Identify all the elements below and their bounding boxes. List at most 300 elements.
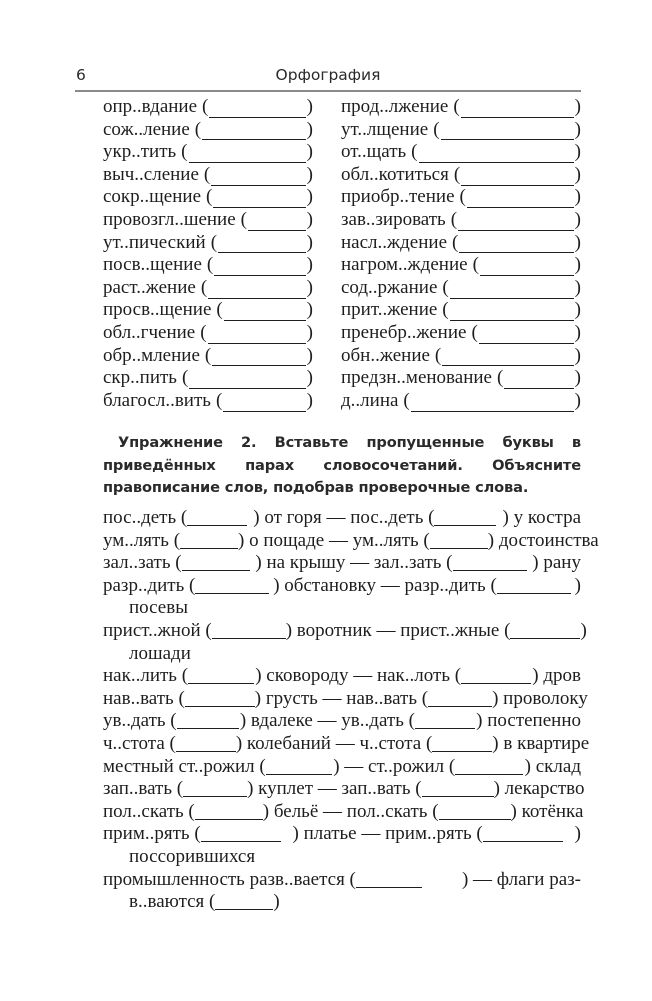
word-text: прод..лжение [341, 96, 449, 117]
pair-content [103, 778, 585, 801]
close-paren: ) [306, 186, 313, 208]
segment-text: ) котёнка [510, 800, 584, 822]
text-segment [236, 733, 492, 756]
segment-text: ) в квартире [492, 732, 590, 754]
word-item [103, 164, 313, 187]
word-text: просв..щение [103, 299, 212, 321]
answer-blank[interactable] [435, 345, 581, 368]
answer-blank[interactable] [216, 390, 313, 413]
pair-line [103, 869, 581, 892]
segment-text: ) у костра [502, 507, 581, 528]
text-segment [103, 665, 254, 688]
segment-text: ) вдалеке — ув..дать ( [239, 710, 415, 732]
close-paren: ) [574, 96, 581, 117]
close-paren: ) [574, 299, 581, 321]
text-segment [103, 688, 255, 711]
word-text: от..щать [341, 141, 407, 163]
text-segment [494, 778, 585, 801]
blank-line[interactable] [411, 395, 574, 412]
text-segment [103, 823, 281, 846]
segment-text: разр..дить ( [103, 574, 196, 596]
text-segment [503, 507, 581, 530]
close-paren: ) [306, 299, 313, 321]
word-text: ут..пический [103, 231, 206, 253]
answer-blank[interactable] [215, 895, 273, 910]
answer-blank[interactable] [460, 186, 581, 209]
text-segment [103, 710, 239, 733]
text-segment [103, 756, 332, 779]
answer-blank[interactable] [454, 164, 581, 187]
answer-blank[interactable] [201, 277, 313, 300]
segment-text: в..ваются ( [129, 891, 216, 913]
word-text: приобр..тение [341, 186, 455, 208]
text-segment [103, 801, 263, 824]
blank-line[interactable] [504, 372, 573, 389]
close-paren: ) [574, 186, 581, 208]
pair-line [103, 619, 587, 643]
word-text: обр..мление [103, 344, 200, 366]
open-paren: ( [453, 96, 460, 117]
open-paren: ( [442, 299, 449, 321]
text-segment [273, 891, 279, 914]
answer-blank[interactable] [452, 232, 581, 255]
answer-blank[interactable] [205, 345, 313, 368]
pair-line [103, 575, 581, 598]
open-paren: ( [181, 367, 189, 389]
answer-blank[interactable] [201, 827, 281, 842]
word-item [103, 232, 313, 255]
word-text: д..лина [341, 389, 399, 411]
segment-text: ) постепенно [476, 710, 581, 732]
text-segment [103, 575, 269, 598]
blank-line[interactable] [419, 146, 574, 163]
text-segment [492, 733, 589, 756]
open-paren: ( [496, 367, 504, 389]
blank-line[interactable] [480, 259, 574, 276]
text-segment [253, 507, 496, 530]
open-paren: ( [204, 344, 212, 366]
answer-blank[interactable] [483, 827, 563, 842]
word-text: сокр..щение [103, 186, 201, 208]
blank-line[interactable] [189, 372, 305, 389]
close-paren: ) [574, 163, 581, 185]
open-paren: ( [472, 254, 479, 276]
blank-line[interactable] [248, 214, 306, 231]
answer-blank[interactable] [442, 299, 581, 322]
segment-text: ув..дать ( [103, 710, 177, 732]
segment-text: ) грусть — нав..вать ( [254, 687, 429, 709]
answer-blank[interactable] [183, 782, 247, 797]
close-paren: ) [574, 321, 581, 343]
blank-line[interactable] [450, 282, 574, 299]
segment-text: ) [574, 574, 581, 596]
segment-text: пос..деть ( [103, 507, 188, 528]
text-segment [255, 552, 526, 575]
answer-blank[interactable] [185, 692, 255, 707]
segment-text: ) бельё — пол..скать ( [262, 800, 439, 822]
text-segment [103, 507, 247, 530]
answer-blank[interactable] [206, 186, 313, 209]
text-segment [103, 778, 247, 801]
answer-blank[interactable] [195, 805, 263, 820]
word-text: ут..лщение [341, 118, 429, 140]
open-paren: ( [452, 231, 459, 253]
text-segment: поссорившихся [129, 845, 256, 867]
text-segment [238, 530, 488, 553]
pair-line [103, 552, 581, 575]
word-item [341, 141, 581, 164]
close-paren: ) [306, 321, 313, 343]
segment-text: ) [580, 619, 587, 641]
segment-text: ) платье — прим..рять ( [292, 823, 483, 845]
page-number: 6 [76, 66, 86, 84]
open-paren: ( [403, 389, 410, 411]
answer-blank[interactable] [202, 96, 313, 119]
open-paren: ( [216, 299, 223, 321]
open-paren: ( [453, 163, 461, 185]
answer-blank[interactable] [439, 805, 511, 820]
segment-text: ) [574, 823, 581, 845]
word-text: опр..вдание [103, 96, 198, 117]
close-paren: ) [574, 344, 581, 366]
text-segment [103, 869, 422, 892]
answer-blank[interactable] [177, 714, 239, 729]
answer-blank[interactable] [415, 714, 475, 729]
word-text: прит..жение [341, 299, 438, 321]
pair-content [103, 665, 581, 688]
word-text: сож..ление [103, 118, 190, 140]
blank-line[interactable] [467, 191, 574, 208]
open-paren: ( [471, 321, 478, 343]
answer-blank[interactable] [204, 164, 313, 187]
answer-blank[interactable] [430, 534, 488, 549]
word-item [341, 186, 581, 209]
word-item [341, 367, 581, 390]
pair-content [103, 710, 581, 733]
word-item [103, 367, 313, 390]
word-item [103, 141, 313, 164]
text-segment [293, 823, 563, 846]
text-segment [476, 710, 581, 733]
text-segment [532, 665, 581, 688]
open-paren: ( [411, 141, 418, 163]
answer-blank[interactable] [428, 692, 492, 707]
answer-blank[interactable] [432, 737, 492, 752]
segment-text: ) колебаний — ч..стота ( [235, 732, 433, 754]
segment-text: ) проволоку [492, 687, 588, 709]
segment-text: промышленность разв..вается ( [103, 868, 356, 890]
answer-blank[interactable] [241, 209, 313, 232]
pair-line [103, 732, 590, 756]
close-paren: ) [306, 231, 313, 253]
blank-line[interactable] [208, 327, 306, 344]
segment-text: зал..зать ( [103, 552, 182, 574]
word-item [103, 254, 313, 277]
close-paren: ) [306, 254, 313, 276]
blank-line[interactable] [459, 236, 573, 253]
open-paren: ( [206, 254, 214, 276]
answer-blank[interactable] [182, 367, 313, 390]
pair-line [103, 687, 588, 711]
open-paren: ( [434, 344, 442, 366]
word-item [103, 345, 313, 368]
blank-line[interactable] [441, 123, 574, 140]
pair-line [103, 778, 585, 801]
close-paren: ) [574, 208, 581, 230]
word-item [341, 96, 581, 119]
blank-line[interactable] [442, 349, 573, 366]
segment-text: прим..рять ( [103, 823, 201, 845]
answer-blank[interactable] [497, 579, 571, 594]
answer-blank[interactable] [195, 119, 313, 142]
close-paren: ) [574, 367, 581, 389]
answer-blank[interactable] [451, 209, 581, 232]
word-item [103, 186, 313, 209]
segment-text: нак..лить ( [103, 665, 189, 687]
pair-content [103, 756, 581, 779]
segment-text: ) куплет — зап..вать ( [247, 778, 422, 800]
answer-blank[interactable] [195, 579, 269, 594]
text-segment [532, 552, 581, 575]
text-segment [492, 688, 588, 711]
blank-line[interactable] [223, 395, 305, 412]
answer-blank[interactable] [453, 96, 581, 119]
word-item [341, 119, 581, 142]
text-segment [575, 575, 581, 598]
pair-line [103, 756, 581, 779]
answer-blank[interactable] [497, 367, 581, 390]
pair-line [103, 665, 581, 688]
text-segment [286, 620, 581, 643]
answer-blank[interactable] [510, 624, 580, 639]
pair-content [103, 529, 599, 553]
answer-blank[interactable] [212, 624, 286, 639]
answer-blank[interactable] [211, 232, 313, 255]
word-text: провозгл..шение [103, 208, 236, 230]
page-header [75, 64, 581, 92]
close-paren: ) [574, 231, 581, 253]
exercise-2-task: Упражнение 2. Вставьте пропущенные буквы в приведённых парах словосочетаний. Объясните правописание слов, подобрав проверочные слова. [103, 434, 581, 496]
word-text: выч..сление [103, 163, 199, 185]
segment-text: ) от горя — пос..деть ( [253, 507, 435, 528]
open-paren: ( [200, 276, 208, 298]
blank-line[interactable] [461, 101, 574, 118]
answer-blank[interactable] [187, 511, 247, 526]
close-paren: ) [306, 367, 313, 389]
answer-blank[interactable] [176, 737, 236, 752]
answer-blank[interactable] [455, 760, 523, 775]
running-title: Орфография [275, 66, 381, 84]
segment-text: ) — флаги раз- [461, 868, 581, 890]
pair-line [103, 823, 581, 846]
open-paren: ( [450, 208, 458, 230]
word-item [103, 277, 313, 300]
answer-blank[interactable] [434, 511, 496, 526]
word-item [341, 164, 581, 187]
pair-content [103, 823, 581, 846]
text-segment [255, 665, 531, 688]
segment-text: прист..жной ( [103, 619, 212, 641]
open-paren: ( [240, 208, 247, 230]
word-text: обн..жение [341, 344, 430, 366]
close-paren: ) [306, 96, 313, 117]
answer-blank[interactable] [188, 669, 254, 684]
pair-line [103, 529, 599, 553]
word-item [103, 96, 313, 119]
word-item [103, 299, 313, 322]
text-segment [103, 620, 286, 643]
answer-blank[interactable] [461, 669, 531, 684]
answer-blank[interactable] [207, 254, 313, 277]
word-text: благосл..вить [103, 389, 211, 411]
exercise-2-pairs [103, 507, 599, 914]
word-text: насл..ждение [341, 231, 448, 253]
word-text: скр..пить [103, 367, 177, 389]
blank-line[interactable] [212, 349, 305, 366]
blank-line[interactable] [209, 101, 305, 118]
close-paren: ) [306, 163, 313, 185]
close-paren: ) [306, 208, 313, 230]
text-segment [333, 756, 523, 779]
blank-line[interactable] [213, 191, 305, 208]
answer-blank[interactable] [182, 556, 250, 571]
answer-blank[interactable] [266, 760, 332, 775]
close-paren: ) [306, 389, 313, 411]
word-text: пренебр..жение [341, 321, 467, 343]
pair-line-continuation [103, 597, 581, 620]
answer-blank[interactable] [433, 119, 581, 142]
text-segment [575, 823, 581, 846]
segment-text: ч..стота ( [103, 732, 176, 754]
word-item [341, 390, 581, 413]
close-paren: ) [574, 141, 581, 163]
answer-blank[interactable] [471, 322, 581, 345]
pair-content [103, 552, 581, 575]
segment-text: ) обстановку — разр..дить ( [273, 574, 497, 596]
blank-line[interactable] [208, 282, 306, 299]
pair-content [103, 800, 584, 824]
text-segment [462, 869, 581, 892]
text-segment [103, 552, 250, 575]
pair-content [103, 575, 581, 598]
answer-blank[interactable] [216, 299, 313, 322]
answer-blank[interactable] [180, 534, 238, 549]
word-item [103, 322, 313, 345]
segment-text: нав..вать ( [103, 687, 185, 709]
word-text: обл..котиться [341, 163, 449, 185]
word-item [341, 299, 581, 322]
close-paren: ) [574, 389, 581, 411]
text-segment [240, 710, 475, 733]
segment-text: ) воротник — прист..жные ( [285, 619, 511, 641]
pair-line-continuation [103, 846, 581, 869]
blank-line[interactable] [214, 259, 305, 276]
text-segment [511, 801, 584, 824]
answer-blank[interactable] [403, 390, 581, 413]
blank-line[interactable] [189, 146, 306, 163]
open-paren: ( [210, 231, 218, 253]
close-paren: ) [306, 118, 313, 140]
word-item [341, 345, 581, 368]
segment-text: местный ст..рожил ( [103, 755, 266, 777]
text-segment [263, 801, 511, 824]
word-text: нагром..ждение [341, 254, 468, 276]
answer-blank[interactable] [356, 873, 422, 888]
segment-text: зап..вать ( [103, 778, 184, 800]
word-item [341, 254, 581, 277]
close-paren: ) [306, 276, 313, 298]
blank-line[interactable] [479, 327, 574, 344]
pair-line [103, 710, 581, 733]
answer-blank[interactable] [181, 141, 313, 164]
word-text: обл..гчение [103, 321, 196, 343]
blank-line[interactable] [218, 236, 306, 253]
answer-blank[interactable] [411, 141, 581, 164]
text-segment [255, 688, 492, 711]
close-paren: ) [306, 344, 313, 366]
word-item [341, 277, 581, 300]
word-item [341, 232, 581, 255]
open-paren: ( [203, 163, 211, 185]
text-segment [103, 530, 238, 553]
word-text: зав..зировать [341, 208, 446, 230]
segment-text: ) дров [532, 665, 581, 687]
close-paren: ) [306, 141, 313, 163]
word-item [103, 209, 313, 232]
segment-text: пол..скать ( [103, 800, 195, 822]
text-segment [580, 620, 586, 643]
word-item [341, 209, 581, 232]
segment-text: ) достоинства [487, 529, 599, 551]
answer-blank[interactable] [442, 277, 581, 300]
pair-content [103, 619, 587, 643]
answer-blank[interactable] [473, 254, 581, 277]
segment-text: ) лекарство [493, 778, 585, 800]
pair-line-continuation [103, 643, 581, 666]
text-segment [247, 778, 494, 801]
word-text: раст..жение [103, 276, 196, 298]
word-text: сод..ржание [341, 276, 438, 298]
pair-line [103, 891, 581, 914]
blank-line[interactable] [458, 214, 574, 231]
blank-line[interactable] [202, 123, 306, 140]
pair-content [103, 507, 581, 530]
open-paren: ( [181, 141, 188, 163]
segment-text: ум..лять ( [103, 529, 181, 551]
segment-text: ) о пощаде — ум..лять ( [238, 529, 430, 551]
answer-blank[interactable] [453, 556, 527, 571]
text-segment: лошади [129, 642, 191, 664]
text-segment [103, 733, 236, 756]
text-segment [129, 891, 273, 914]
text-segment [488, 530, 599, 553]
segment-text: ) на крышу — зал..зать ( [255, 552, 453, 574]
answer-blank[interactable] [200, 322, 313, 345]
open-paren: ( [206, 186, 213, 208]
blank-line[interactable] [224, 304, 306, 321]
text-segment [525, 756, 581, 779]
pair-content [129, 891, 581, 914]
blank-line[interactable] [450, 304, 574, 321]
word-item [103, 119, 313, 142]
blank-line[interactable] [211, 169, 305, 186]
answer-blank[interactable] [422, 782, 494, 797]
open-paren: ( [200, 321, 207, 343]
word-text: предзн..менование [341, 367, 492, 389]
word-item [103, 390, 313, 413]
segment-text: ) склад [524, 755, 581, 777]
blank-line[interactable] [461, 169, 574, 186]
